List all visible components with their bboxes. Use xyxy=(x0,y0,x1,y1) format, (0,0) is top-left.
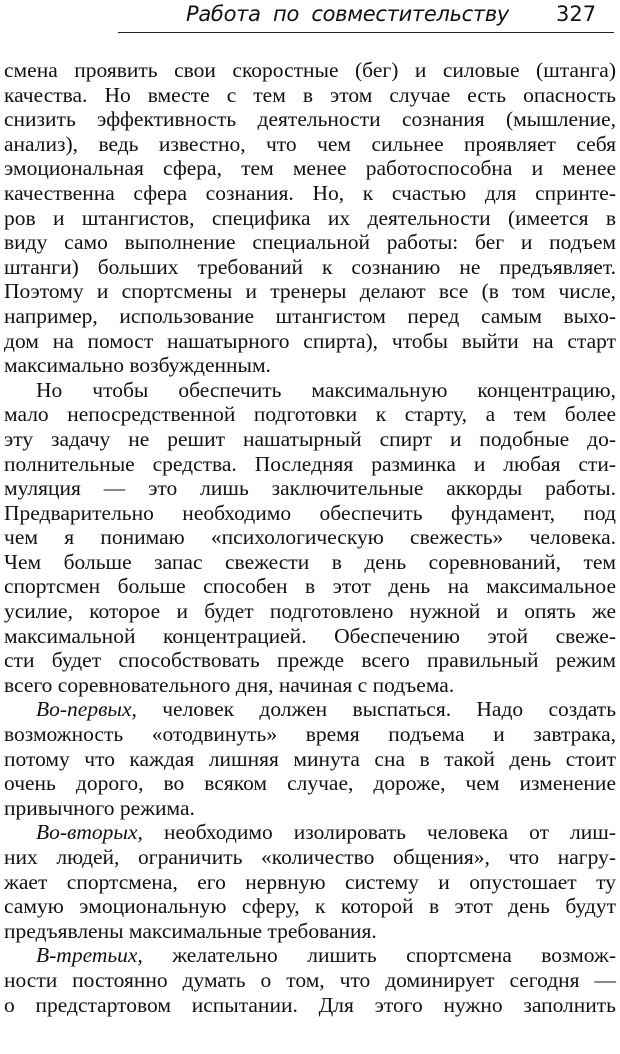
text-line: возможность «отодвинуть» время подъема и завтрака, xyxy=(4,722,616,747)
text-line: качественна сфера сознания. Но, к счастью для спринте- xyxy=(4,180,616,205)
text-line: жает спортсмена, его нервную систему и опустошает ту xyxy=(4,869,616,894)
lead-word: Во-вторых, xyxy=(36,820,143,845)
header-rule xyxy=(118,32,614,33)
text-line: самую эмоциональную сферу, к которой в этот день будут xyxy=(4,894,616,919)
text-line: предъявлены максимальные требования. xyxy=(4,918,377,943)
text-line: максимальной концентрацией. Обеспечению этой свеже- xyxy=(4,623,616,648)
text-line: усилие, которое и будет подготовлено нужной и опять же xyxy=(4,599,616,624)
text-line: качества. Но вместе с тем в этом случае есть опасность xyxy=(4,82,616,107)
text-line: Поэтому и спортсмены и тренеры делают все (в том числе, xyxy=(4,279,616,304)
text-line: эту задачу не решит нашатырный спирт и подобные до- xyxy=(4,426,616,451)
page-header xyxy=(0,0,620,46)
text-line: Предварительно необходимо обеспечить фундамент, под xyxy=(4,500,616,525)
text-line: чем я понимаю «психологическую свежесть» человека. xyxy=(4,525,616,550)
paragraph xyxy=(4,697,616,820)
text-line: сти будет способствовать прежде всего правильный режим xyxy=(4,648,616,673)
text-line: очень дорого, во всяком случае, дороже, чем изменение xyxy=(4,771,616,796)
paragraph xyxy=(4,378,616,698)
text-line: снизить эффективность деятельности сознания (мышление, xyxy=(4,107,616,132)
text-line: привычного режима. xyxy=(4,795,195,820)
paragraph xyxy=(4,820,616,943)
text-line: них людей, ограничить «количество общения», что нагру- xyxy=(4,845,616,869)
paragraph xyxy=(4,943,616,1017)
text-line: Но чтобы обеспечить максимальную концентрацию, xyxy=(36,377,616,402)
text-span: необходимо изолировать человека от лиш- xyxy=(142,820,616,845)
lead-word: Во-первых, xyxy=(36,697,137,722)
text-line: штанги) больших требований к сознанию не предъявляет. xyxy=(4,254,616,279)
running-title: Работа по совместительству xyxy=(186,2,510,26)
text-line xyxy=(4,943,616,968)
text-line xyxy=(4,820,616,845)
text-line: спортсмен больше способен в этот день на максимальное xyxy=(4,574,616,599)
text-line: ности постоянно думать о том, что доминирует сегодня — xyxy=(4,967,616,992)
text-span: человек должен выспаться. Надо создать xyxy=(136,697,616,722)
text-span: желательно лишить спортсмена возмож- xyxy=(142,943,616,968)
text-line: виду само выполнение специальной работы: бег и подъем xyxy=(4,230,616,255)
text-line xyxy=(4,697,616,722)
text-line: анализ), ведь известно, что чем сильнее проявляет себя xyxy=(4,131,616,156)
text-line: мало непосредственной подготовки к старту, а тем более xyxy=(4,402,616,427)
text-line: полнительные средства. Последняя разминка и любая сти- xyxy=(4,451,616,476)
text-line: например, использование штангистом перед самым выхо- xyxy=(4,303,616,328)
page-number: 327 xyxy=(556,2,597,26)
text-line: потому что каждая лишняя минута сна в такой день стоит xyxy=(4,746,616,771)
text-line: максимально возбужденным. xyxy=(4,353,271,378)
text-line: Чем больше запас свежести в день соревнований, тем xyxy=(4,549,616,574)
text-line: о предстартовом испытании. Для этого нужно заполнить xyxy=(4,992,616,1017)
text-line: ров и штангистов, специфика их деятельности (имеется в xyxy=(4,205,616,230)
text-line: всего соревновательного дня, начиная с подъема. xyxy=(4,672,455,697)
text-line: муляция — это лишь заключительные аккорды работы. xyxy=(4,476,616,501)
text-line: смена проявить свои скоростные (бег) и силовые (штанга) xyxy=(4,58,616,82)
lead-word: В-третьих, xyxy=(36,943,143,968)
body-text xyxy=(4,58,616,1017)
text-line: эмоциональная сфера, тем менее работоспособна и менее xyxy=(4,156,616,181)
paragraph xyxy=(4,58,616,378)
text-line: дом на помост нашатырного спирта), чтобы выйти на старт xyxy=(4,328,616,353)
